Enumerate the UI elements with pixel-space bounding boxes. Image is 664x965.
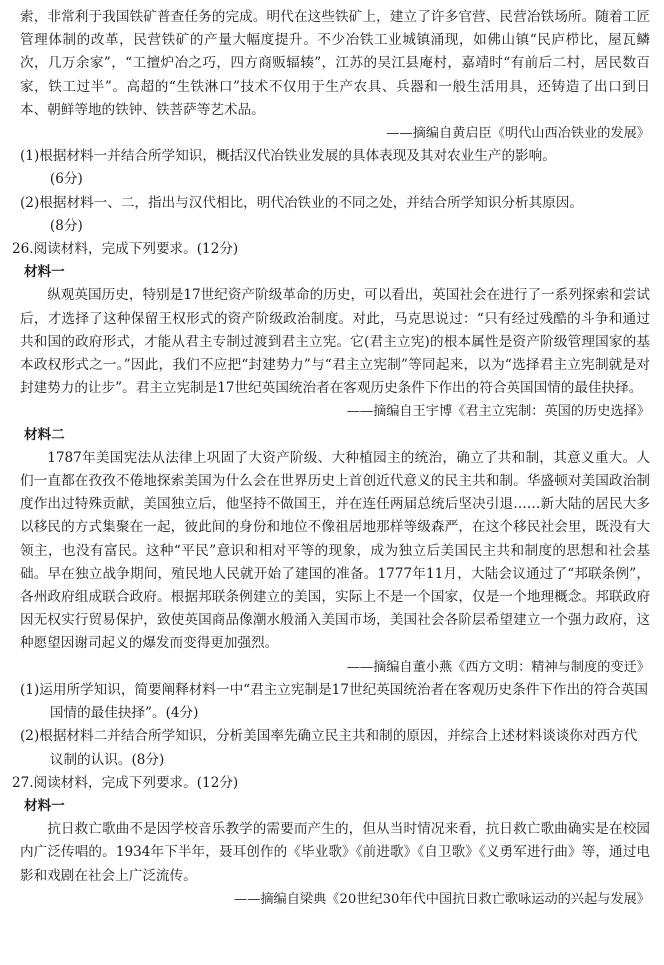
material-text: 纵观英国历史，特别是17世纪资产阶级革命的历史，可以看出，英国社会在进行了一系列探索和尝试后，才选择了这种保留王权形式的资产阶级政治制度。对此，马克思说过：“只有经过残酷的斗争和通过共和国的政府形式，才能从君主专制过渡到君主立宪。它(君主立宪)的根本属性是资产阶级管理国家的基本政权形式之一。”因此，我们不应把“封建势力”与“君主立宪制”等同起来，以为“选择君主立宪制就是对封建势力的让步”。君主立宪制是17世纪英国统治者在客观历史条件下作出的符合英国国情的最佳抉择。 [20,287,650,397]
question-score: (8分) [49,217,83,234]
question-27-heading: 27.阅读材料，完成下列要求。(12分) [12,774,239,791]
material-text: 1787年美国宪法从法律上巩固了大资产阶级、大种植园主的统治，确立了共和制，其意义重大。人们一直都在孜孜不倦地探索美国为什么会在世界历史上首创近代意义的民主共和制。华盛顿对美国政治制度作出过特殊贡献，美国独立后，他坚持不做国王，并在连任两届总统后坚决引退……新大陆的居民大多以移民的方式集聚在一起，彼此间的身份和地位不像祖居地那样等级森严，在这个移民社会里，既没有大领主，也没有富民。这种“平民”意识和相对平等的现象，成为独立后美国民主共和制度的思想和社会基础。早在独立战争期间，殖民地人民就开始了建国的准备。1777年11月，大陆会议通过了“邦联条例”，各州政府组成联合政府。根据邦联条例建立的美国，实际上不是一个国家，仅是一个地理概念。邦联政府因无权实行贸易保护，致使英国商品像潮水般涌入美国市场，美国社会各阶层希望建立一个强力政府，这种愿望因谢司起义的爆发而变得更加强烈。 [20,449,650,652]
material-label: 材料一 [24,264,65,281]
material-source: ——摘编自梁典《20世纪30年代中国抗日救亡歌咏运动的兴起与发展》 [234,891,650,907]
material-source: ——摘编自董小燕《西方文明：精神与制度的变迁》 [346,659,650,675]
material-source: ——摘编自王宇博《君主立宪制：英国的历史选择》 [346,404,650,420]
material-label: 材料一 [24,797,65,814]
question-26-1: (1)运用所学知识，简要阐释材料一中“君主立宪制是17世纪英国统治者在客观历史条件下作出的符合英国国情的最佳抉择”。(4分) [20,681,649,722]
question-25-2: (2)根据材料一、二，指出与汉代相比，明代冶铁业的不同之处，并结合所学知识分析其原因。 (8分) [20,194,584,234]
material-text: 抗日救亡歌曲不是因学校音乐教学的需要而产生的，但从当时情况来看，抗日救亡歌曲确实是在校园内广泛传唱的。1934年下半年，聂耳创作的《毕业歌》《前进歌》《自卫歌》《义勇军进行曲》等，通过电影和戏剧在社会上广泛流传。 [20,821,650,884]
material-label: 材料二 [24,426,65,443]
question-25-1: (1)根据材料一并结合所学知识，概括汉代冶铁业发展的具体表现及其对农业生产的影响。 (6分) [20,148,556,188]
material-text-continued: 索，非常利于我国铁矿普查任务的完成。明代在这些铁矿上，建立了许多官营、民营冶铁场所。随着工匠管理体制的改革，民营铁矿的产量大幅度提升。不少冶铁工业城镇涌现，如佛山镇“民庐栉比，屋瓦鳞次，几万余家”，“工擅炉冶之巧，四方商贩辐辏”，江苏的吴江县庵村，嘉靖时“有前后二村，居民数百家，铁工过半”。高超的“生铁淋口”技术不仅用于生产农具、兵器和一般生活用具，还铸造了出口到日本、朝鲜等地的铁钟、铁菩萨等艺术品。 [20,9,650,118]
question-26-2: (2)根据材料二并结合所学知识，分析美国率先确立民主共和制的原因，并综合上述材料谈谈你对西方代议制的认识。(8分) [20,728,638,768]
question-score: (6分) [49,171,83,188]
material-source: ——摘编自黄启臣《明代山西冶铁业的发展》 [386,126,650,142]
question-26-heading: 26.阅读材料，完成下列要求。(12分) [12,241,239,258]
